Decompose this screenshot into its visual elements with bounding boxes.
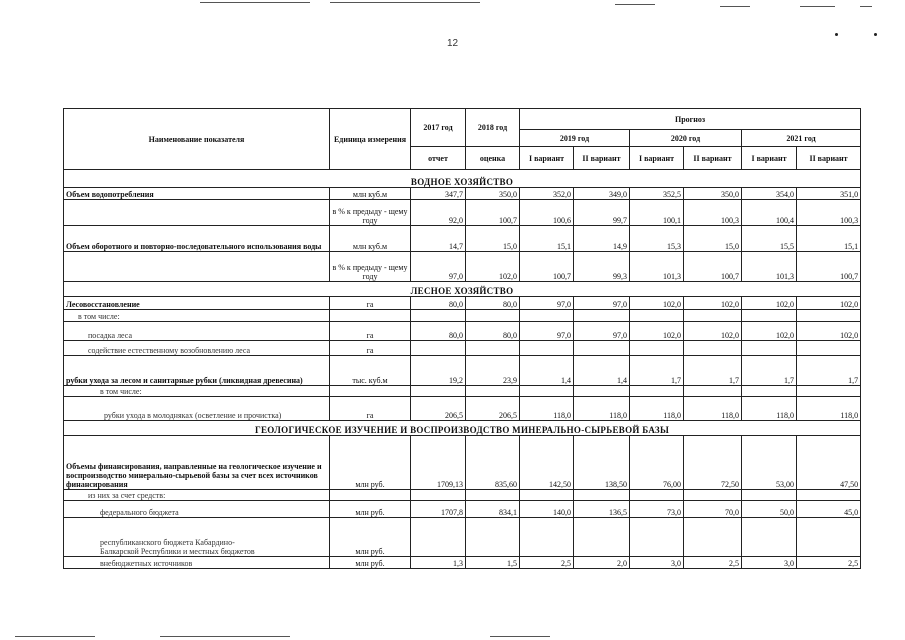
- cell-value: [684, 341, 742, 356]
- cell-value: 136,5: [574, 501, 630, 518]
- cell-value: 92,0: [411, 200, 466, 226]
- cell-value: [466, 518, 520, 557]
- cell-value: 15,3: [630, 226, 684, 252]
- cell-value: 102,0: [684, 322, 742, 341]
- row-unit: га: [330, 322, 411, 341]
- cell-value: 14,9: [574, 226, 630, 252]
- cell-value: 50,0: [742, 501, 797, 518]
- cell-value: [520, 386, 574, 397]
- scan-artifact-line: [15, 636, 95, 637]
- scan-artifact-line: [860, 6, 872, 7]
- cell-value: 3,0: [630, 557, 684, 569]
- cell-value: 99,3: [574, 252, 630, 282]
- cell-value: 15,1: [520, 226, 574, 252]
- cell-value: [574, 518, 630, 557]
- scan-artifact-line: [490, 636, 550, 637]
- cell-value: [520, 490, 574, 501]
- page-number: 12: [446, 38, 459, 49]
- cell-value: 97,0: [411, 252, 466, 282]
- row-name: посадка леса: [64, 322, 330, 341]
- cell-value: 100,6: [520, 200, 574, 226]
- cell-value: 47,50: [797, 436, 861, 490]
- cell-value: 100,7: [684, 252, 742, 282]
- cell-value: 351,0: [797, 188, 861, 200]
- cell-value: 352,5: [630, 188, 684, 200]
- row-unit: га: [330, 397, 411, 421]
- cell-value: [684, 490, 742, 501]
- header-2018: 2018 год: [466, 109, 520, 147]
- row-unit: [330, 310, 411, 322]
- cell-value: 19,2: [411, 356, 466, 386]
- cell-value: 70,0: [684, 501, 742, 518]
- row-name: рубки ухода за лесом и санитарные рубки (ликвидная древесина): [64, 356, 330, 386]
- section-water: ВОДНОЕ ХОЗЯЙСТВО: [64, 170, 861, 188]
- cell-value: 350,0: [684, 188, 742, 200]
- cell-value: 350,0: [466, 188, 520, 200]
- cell-value: 1,7: [630, 356, 684, 386]
- cell-value: [630, 386, 684, 397]
- header-variant-2: II вариант: [797, 147, 861, 170]
- cell-value: 14,7: [411, 226, 466, 252]
- scan-artifact-dot: [874, 33, 877, 36]
- header-2019: 2019 год: [520, 130, 630, 147]
- cell-value: [574, 490, 630, 501]
- cell-value: 97,0: [574, 322, 630, 341]
- row-unit: в % к предыду - щему году: [330, 200, 411, 226]
- row-name: в том числе:: [64, 310, 330, 322]
- row-unit: млн куб.м: [330, 188, 411, 200]
- cell-value: [574, 341, 630, 356]
- cell-value: 97,0: [520, 297, 574, 310]
- cell-value: [411, 341, 466, 356]
- cell-value: [742, 490, 797, 501]
- cell-value: [520, 518, 574, 557]
- header-unit: Единица измерения: [330, 109, 411, 170]
- cell-value: [466, 341, 520, 356]
- cell-value: 100,7: [797, 252, 861, 282]
- cell-value: 102,0: [630, 297, 684, 310]
- row-name: федерального бюджета: [64, 501, 330, 518]
- cell-value: 118,0: [574, 397, 630, 421]
- cell-value: 101,3: [742, 252, 797, 282]
- row-unit: [330, 490, 411, 501]
- scan-artifact-line: [800, 6, 835, 7]
- cell-value: 99,7: [574, 200, 630, 226]
- cell-value: 1,3: [411, 557, 466, 569]
- cell-value: 102,0: [797, 322, 861, 341]
- row-unit: млн куб.м: [330, 226, 411, 252]
- cell-value: 80,0: [466, 322, 520, 341]
- header-forecast: Прогноз: [520, 109, 861, 130]
- row-name: в том числе:: [64, 386, 330, 397]
- cell-value: [684, 518, 742, 557]
- cell-value: [630, 490, 684, 501]
- cell-value: 118,0: [630, 397, 684, 421]
- cell-value: [630, 341, 684, 356]
- cell-value: 100,7: [520, 252, 574, 282]
- row-name: внебюджетных источников: [64, 557, 330, 569]
- row-name: Лесовосстановление: [64, 297, 330, 310]
- header-2021: 2021 год: [742, 130, 861, 147]
- row-unit: [330, 386, 411, 397]
- cell-value: 2,5: [797, 557, 861, 569]
- cell-value: 347,7: [411, 188, 466, 200]
- cell-value: [574, 386, 630, 397]
- cell-value: [797, 386, 861, 397]
- header-2017: 2017 год: [411, 109, 466, 147]
- cell-value: 352,0: [520, 188, 574, 200]
- cell-value: 15,0: [466, 226, 520, 252]
- row-name: из них за счет средств:: [64, 490, 330, 501]
- cell-value: [466, 490, 520, 501]
- cell-value: [797, 490, 861, 501]
- header-variant-1: I вариант: [742, 147, 797, 170]
- cell-value: 1,7: [684, 356, 742, 386]
- cell-value: [411, 490, 466, 501]
- header-variant-2: II вариант: [684, 147, 742, 170]
- row-name: республиканского бюджета Кабардино-Балкарской Республики и местных бюджетов: [64, 518, 330, 557]
- row-unit: тыс. куб.м: [330, 356, 411, 386]
- cell-value: 3,0: [742, 557, 797, 569]
- scan-artifact-line: [330, 2, 480, 3]
- cell-value: [742, 341, 797, 356]
- cell-value: 118,0: [797, 397, 861, 421]
- header-indicator: Наименование показателя: [64, 109, 330, 170]
- header-2020: 2020 год: [630, 130, 742, 147]
- row-name: Объем водопотребления: [64, 188, 330, 200]
- cell-value: 23,9: [466, 356, 520, 386]
- cell-value: 2,5: [520, 557, 574, 569]
- cell-value: 100,1: [630, 200, 684, 226]
- cell-value: 206,5: [411, 397, 466, 421]
- cell-value: 1,4: [574, 356, 630, 386]
- row-unit: млн руб.: [330, 518, 411, 557]
- cell-value: 72,50: [684, 436, 742, 490]
- cell-value: 118,0: [684, 397, 742, 421]
- cell-value: 118,0: [520, 397, 574, 421]
- cell-value: [520, 341, 574, 356]
- cell-value: [411, 386, 466, 397]
- cell-value: 102,0: [742, 297, 797, 310]
- cell-value: [742, 518, 797, 557]
- cell-value: [684, 386, 742, 397]
- row-unit: млн руб.: [330, 436, 411, 490]
- cell-value: [797, 310, 861, 322]
- cell-value: 100,4: [742, 200, 797, 226]
- cell-value: 102,0: [684, 297, 742, 310]
- scan-artifact-line: [615, 4, 655, 5]
- cell-value: 102,0: [742, 322, 797, 341]
- cell-value: [574, 310, 630, 322]
- cell-value: 2,0: [574, 557, 630, 569]
- cell-value: [520, 310, 574, 322]
- cell-value: [742, 310, 797, 322]
- row-name: содействие естественному возобновлению леса: [64, 341, 330, 356]
- row-name: [64, 252, 330, 282]
- cell-value: 834,1: [466, 501, 520, 518]
- cell-value: [630, 518, 684, 557]
- cell-value: 102,0: [466, 252, 520, 282]
- cell-value: [684, 310, 742, 322]
- row-unit: в % к предыду - щему году: [330, 252, 411, 282]
- row-unit: млн руб.: [330, 501, 411, 518]
- cell-value: 102,0: [797, 297, 861, 310]
- cell-value: 349,0: [574, 188, 630, 200]
- cell-value: 101,3: [630, 252, 684, 282]
- cell-value: 100,7: [466, 200, 520, 226]
- row-unit: млн руб.: [330, 557, 411, 569]
- section-geology: ГЕОЛОГИЧЕСКОЕ ИЗУЧЕНИЕ И ВОСПРОИЗВОДСТВО МИНЕРАЛЬНО-СЫРЬЕВОЙ БАЗЫ: [64, 421, 861, 436]
- scan-artifact-line: [160, 636, 290, 637]
- scan-artifact-line: [200, 2, 310, 3]
- header-variant-1: I вариант: [520, 147, 574, 170]
- forecast-table: [63, 108, 861, 569]
- cell-value: 97,0: [520, 322, 574, 341]
- cell-value: 1,7: [742, 356, 797, 386]
- row-name: [64, 200, 330, 226]
- cell-value: [411, 310, 466, 322]
- cell-value: 206,5: [466, 397, 520, 421]
- cell-value: 73,0: [630, 501, 684, 518]
- cell-value: 80,0: [466, 297, 520, 310]
- cell-value: 15,5: [742, 226, 797, 252]
- cell-value: 53,00: [742, 436, 797, 490]
- cell-value: 80,0: [411, 297, 466, 310]
- cell-value: 138,50: [574, 436, 630, 490]
- scan-artifact-line: [720, 6, 750, 7]
- cell-value: 1707,8: [411, 501, 466, 518]
- scan-artifact-dot: [835, 33, 838, 36]
- cell-value: [466, 386, 520, 397]
- cell-value: [742, 386, 797, 397]
- row-name: рубки ухода в молодняках (осветление и прочистка): [64, 397, 330, 421]
- row-name: Объем оборотного и повторно-последовательного использования воды: [64, 226, 330, 252]
- header-report: отчет: [411, 147, 466, 170]
- cell-value: 97,0: [574, 297, 630, 310]
- cell-value: 100,3: [797, 200, 861, 226]
- cell-value: 354,0: [742, 188, 797, 200]
- cell-value: 2,5: [684, 557, 742, 569]
- cell-value: 102,0: [630, 322, 684, 341]
- cell-value: 142,50: [520, 436, 574, 490]
- section-forest: ЛЕСНОЕ ХОЗЯЙСТВО: [64, 282, 861, 297]
- cell-value: [411, 518, 466, 557]
- cell-value: 15,1: [797, 226, 861, 252]
- cell-value: 1,7: [797, 356, 861, 386]
- cell-value: [797, 518, 861, 557]
- cell-value: 1709,13: [411, 436, 466, 490]
- cell-value: 835,60: [466, 436, 520, 490]
- header-estimate: оценка: [466, 147, 520, 170]
- row-unit: га: [330, 297, 411, 310]
- cell-value: 1,4: [520, 356, 574, 386]
- cell-value: 76,00: [630, 436, 684, 490]
- cell-value: [466, 310, 520, 322]
- cell-value: 118,0: [742, 397, 797, 421]
- cell-value: 80,0: [411, 322, 466, 341]
- cell-value: 100,3: [684, 200, 742, 226]
- cell-value: [797, 341, 861, 356]
- row-unit: га: [330, 341, 411, 356]
- cell-value: 15,0: [684, 226, 742, 252]
- header-variant-1: I вариант: [630, 147, 684, 170]
- cell-value: 45,0: [797, 501, 861, 518]
- cell-value: 140,0: [520, 501, 574, 518]
- header-variant-2: II вариант: [574, 147, 630, 170]
- cell-value: 1,5: [466, 557, 520, 569]
- row-name: Объемы финансирования, направленные на геологическое изучение и воспроизводство минерально-сырьевой базы за счет всех источников финансирования: [64, 436, 330, 490]
- cell-value: [630, 310, 684, 322]
